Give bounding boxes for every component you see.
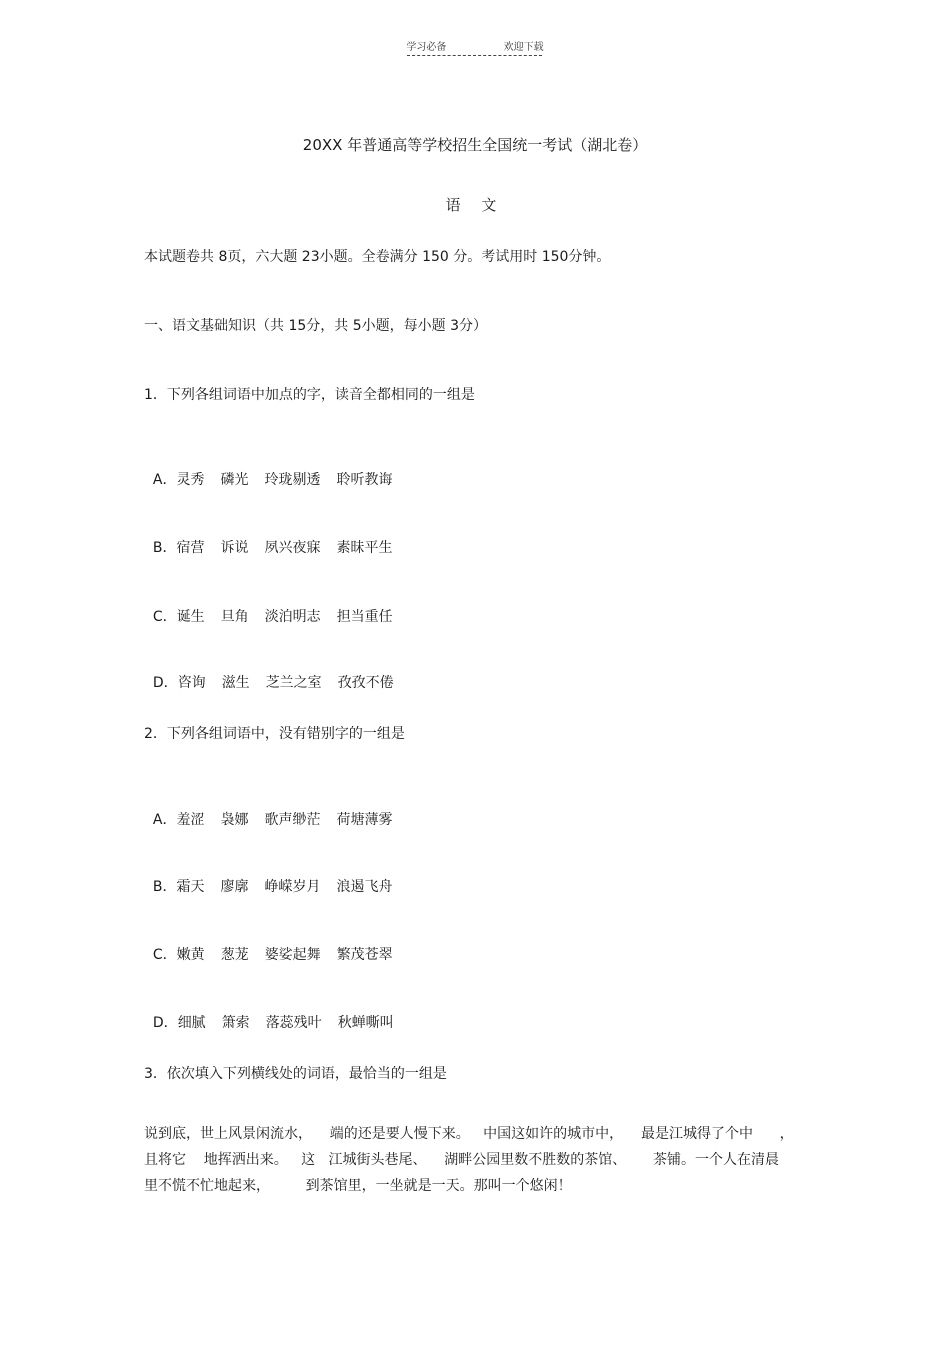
option-label: A． (152, 812, 177, 828)
option-word: 孜孜不倦 (337, 675, 394, 691)
option-word: 担当重任 (336, 609, 393, 625)
option-word: 荷塘薄雾 (336, 812, 393, 828)
header-divider (407, 55, 542, 56)
option-word: 廖廓 (220, 879, 249, 895)
option-word: 咨询 (177, 675, 206, 691)
header-right-text: 欢迎下载 (503, 42, 544, 53)
question-2-option-a (144, 793, 392, 829)
option-word: 夙兴夜寐 (264, 540, 321, 556)
question-2-option-d (144, 996, 394, 1032)
option-word: 葱茏 (220, 947, 249, 963)
question-3-stem: 3．依次填入下列横线处的词语，最恰当的一组是 (144, 1066, 447, 1082)
option-word: 灵秀 (176, 472, 205, 488)
option-word: 宿营 (176, 540, 205, 556)
option-word: 旦角 (220, 609, 249, 625)
question-1-option-b (144, 521, 393, 557)
option-label: B． (152, 879, 177, 895)
option-label: C． (152, 609, 177, 625)
question-1-option-d (144, 656, 394, 692)
option-word: 秋蝉嘶叫 (337, 1015, 394, 1031)
option-word: 峥嵘岁月 (264, 879, 321, 895)
option-label: D． (152, 675, 178, 691)
option-word: 诉说 (220, 540, 249, 556)
option-word: 淡泊明志 (264, 609, 321, 625)
question-2-option-c (144, 928, 393, 964)
option-word: 繁茂苍翠 (336, 947, 393, 963)
option-word: 磷光 (220, 472, 249, 488)
header-left-text: 学习必备 (406, 42, 447, 53)
option-word: 素昧平生 (336, 540, 393, 556)
option-word: 诞生 (176, 609, 205, 625)
option-word: 袅娜 (220, 812, 249, 828)
option-word: 歌声缈茫 (264, 812, 321, 828)
option-word: 聆听教诲 (336, 472, 393, 488)
option-label: A． (152, 472, 177, 488)
passage-line: 说到底，世上风景闲流水， 端的还是要人慢下来。 中国这如许的城市中， 最是江城得了个中 ， (144, 1126, 794, 1142)
question-2-option-b (144, 860, 393, 896)
question-2-stem: 2．下列各组词语中，没有错别字的一组是 (144, 726, 405, 742)
option-word: 羞涩 (176, 812, 205, 828)
section-heading: 一、语文基础知识（共 15分，共 5小题，每小题 3分） (144, 318, 487, 334)
option-word: 落蕊残叶 (265, 1015, 322, 1031)
exam-title: 20XX 年普通高等学校招生全国统一考试（湖北卷） (302, 136, 648, 154)
option-word: 箫索 (221, 1015, 250, 1031)
option-word: 滋生 (221, 675, 250, 691)
option-word: 霜天 (176, 879, 205, 895)
option-word: 玲珑剔透 (264, 472, 321, 488)
passage-line: 且将它 地挥洒出来。 这 江城街头巷尾、 湖畔公园里数不胜数的茶馆、 茶铺。一个人在清晨 (144, 1152, 780, 1168)
passage-line: 里不慌不忙地起来， 到茶馆里，一坐就是一天。那叫一个悠闲！ (144, 1178, 572, 1194)
exam-intro: 本试题卷共 8页，六大题 23小题。全卷满分 150 分。考试用时 150分钟。 (144, 249, 611, 265)
question-1-stem: 1．下列各组词语中加点的字，读音全都相同的一组是 (144, 387, 475, 403)
option-label: B． (152, 540, 177, 556)
option-word: 婆娑起舞 (264, 947, 321, 963)
option-word: 细腻 (177, 1015, 206, 1031)
option-label: C． (152, 947, 177, 963)
subject-title: 语 文 (445, 196, 505, 214)
option-word: 嫩黄 (176, 947, 205, 963)
option-word: 芝兰之室 (265, 675, 322, 691)
option-label: D． (152, 1015, 178, 1031)
question-3-passage (144, 1121, 810, 1199)
option-word: 浪遏飞舟 (336, 879, 393, 895)
question-1-option-a (144, 453, 392, 489)
page-header (0, 38, 950, 53)
question-1-option-c (144, 590, 393, 626)
